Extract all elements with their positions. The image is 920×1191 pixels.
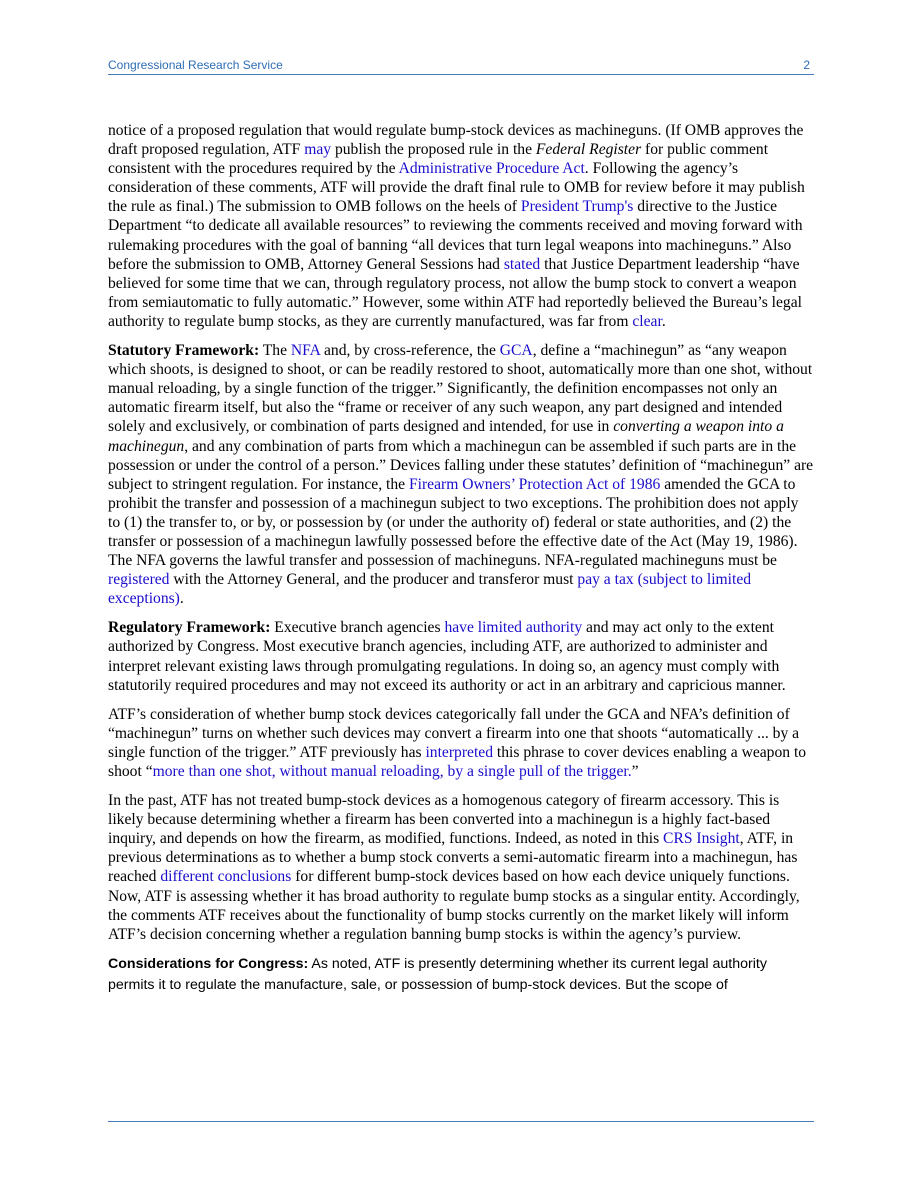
link-president-trump[interactable]: President Trump's [520, 198, 634, 216]
paragraph-statutory-framework [108, 341, 814, 608]
link-may[interactable]: may [304, 141, 332, 159]
text-run: , ATF, in previous determinations as to whether a bump stock converts a semi-automatic firearm into a machinegun, has reached [108, 830, 798, 886]
text-run: amended the GCA to prohibit the transfer and possession of a machinegun subject to two exceptions. The prohibition does not apply to (1) the transfer to, or by, or possession by (or under the authority of) federal or state authorities, and (2) the transfer or possession of a machinegun lawfully possessed before the effective date of the Act (May 19, 1986). The NFA governs the lawful transfer and possession of machineguns. NFA-regulated machineguns must be [108, 475, 799, 570]
document-body [108, 121, 814, 1006]
text-run: The [259, 342, 291, 360]
link-pay-a-tax[interactable]: pay a tax (subject to limited exceptions) [108, 571, 752, 608]
link-have-limited-authority[interactable]: have limited authority [444, 619, 583, 637]
text-run: that Justice Department leadership “have believed for some time that we can, through regulatory process, not allow the bump stock to convert a weapon from semiautomatic to fully automatic.” However, some within ATF had reportedly believed the Bureau’s legal authority to regulate bump stocks, as they are currently manufactured, was far from [108, 255, 802, 330]
text-run: , and any combination of parts from which a machinegun can be assembled if such parts are in the possession or under the control of a person.” Devices falling under these statutes’ definition of “machinegun” are subject to stringent regulation. For instance, the [108, 437, 814, 493]
text-run: . Following the agency’s consideration of these comments, ATF will provide the draft final rule to OMB for review before it may publish the rule as final.) The submission to OMB follows on the heels of [108, 160, 805, 216]
link-different-conclusions[interactable]: different conclusions [160, 868, 292, 886]
paragraph-atf-consideration [108, 705, 814, 781]
heading-statutory-framework: Statutory Framework: [108, 342, 260, 360]
paragraph-past-treatment [108, 791, 814, 944]
link-administrative-procedure-act[interactable]: Administrative Procedure Act [398, 160, 585, 178]
link-firearm-owners-protection-act[interactable]: Firearm Owners’ Protection Act of 1986 [408, 475, 661, 493]
text-run: and, by cross-reference, the [320, 342, 500, 360]
text-run: Executive branch agencies [270, 619, 445, 637]
text-run: this phrase to cover devices enabling a weapon to shoot “ [108, 743, 807, 780]
page-header [108, 56, 814, 75]
heading-regulatory-framework: Regulatory Framework: [108, 619, 271, 637]
link-interpreted[interactable]: interpreted [425, 743, 494, 761]
link-clear[interactable]: clear [632, 312, 662, 330]
link-gca[interactable]: GCA [499, 342, 533, 360]
text-run: for different bump-stock devices based on how each device uniquely functions. Now, ATF is assessing whether it has broad authority to regulate bump stocks as a singular entity. Accordingly, the comments ATF receives about the functionality of bump stocks currently on the market likely will inform ATF’s decision concerning whether a regulation banning bump stocks is within the agency’s purview. [108, 868, 800, 943]
page-number: 2 [803, 58, 810, 72]
paragraph-omb-submission [108, 121, 814, 331]
footer-divider [108, 1121, 814, 1122]
text-run: As noted, ATF is presently determining whether its current legal authority permits it to regulate the manufacture, sale, or possession of bump-stock devices. But the scope of [108, 955, 767, 993]
text-run: , define a “machinegun” as “any weapon which shoots, is designed to shoot, or can be readily restored to shoot, automatically more than one shot, without manual reloading, by a single function of the trigger.” Significantly, the definition encompasses not only an automatic firearm itself, but also the “frame or receiver of any such weapon, any part designed and intended solely and exclusively, or combination of parts designed and intended, for use in [108, 342, 813, 436]
text-run: with the Attorney General, and the producer and transferor must [169, 571, 578, 589]
text-run: ATF’s consideration of whether bump stock devices categorically fall under the GCA and NFA’s definition of “machinegun” turns on whether such devices may convert a firearm into one that shoots “automatically ... by a single function of the trigger.” ATF previously has [108, 705, 800, 761]
italic-federal-register: Federal Register [535, 141, 642, 159]
link-crs-insight[interactable]: CRS Insight [663, 830, 740, 848]
italic-converting: converting a weapon into a machinegun [108, 418, 784, 455]
link-nfa[interactable]: NFA [290, 342, 321, 360]
text-run: . [179, 590, 184, 608]
header-source: Congressional Research Service [108, 58, 283, 72]
text-run: notice of a proposed regulation that would regulate bump-stock devices as machineguns. (If OMB approves the draft proposed regulation, ATF [108, 122, 804, 159]
text-run: . [661, 312, 666, 330]
text-run: publish the proposed rule in the [331, 141, 536, 159]
paragraph-considerations [108, 954, 814, 996]
heading-considerations-for-congress: Considerations for Congress: [108, 955, 309, 972]
link-more-than-one-shot[interactable]: more than one shot, without manual reloading, by a single pull of the trigger. [152, 763, 632, 780]
link-registered[interactable]: registered [108, 571, 170, 589]
paragraph-regulatory-framework [108, 618, 814, 694]
link-stated[interactable]: stated [503, 255, 541, 273]
text-run: and may act only to the extent authorized by Congress. Most executive branch agencies, including ATF, are authorized to administer and interpret relevant existing laws through promulgating regulations. In doing so, an agency must comply with statutorily required procedures and may not exceed its authority or act in an arbitrary and capricious manner. [108, 619, 786, 694]
text-run: ” [631, 763, 639, 780]
text-run: In the past, ATF has not treated bump-stock devices as a homogenous category of firearm accessory. This is likely because determining whether a firearm has been converted into a machinegun is a highly fact-based inquiry, and depends on how the firearm, as modified, functions. Indeed, as noted in this [108, 792, 780, 848]
text-run: directive to the Justice Department “to dedicate all available resources” to reviewing the comments received and moving forward with rulemaking procedures with the goal of banning “all devices that turn legal weapons into machineguns.” Also before the submission to OMB, Attorney General Sessions had [108, 198, 803, 273]
text-run: for public comment consistent with the procedures required by the [108, 141, 769, 178]
